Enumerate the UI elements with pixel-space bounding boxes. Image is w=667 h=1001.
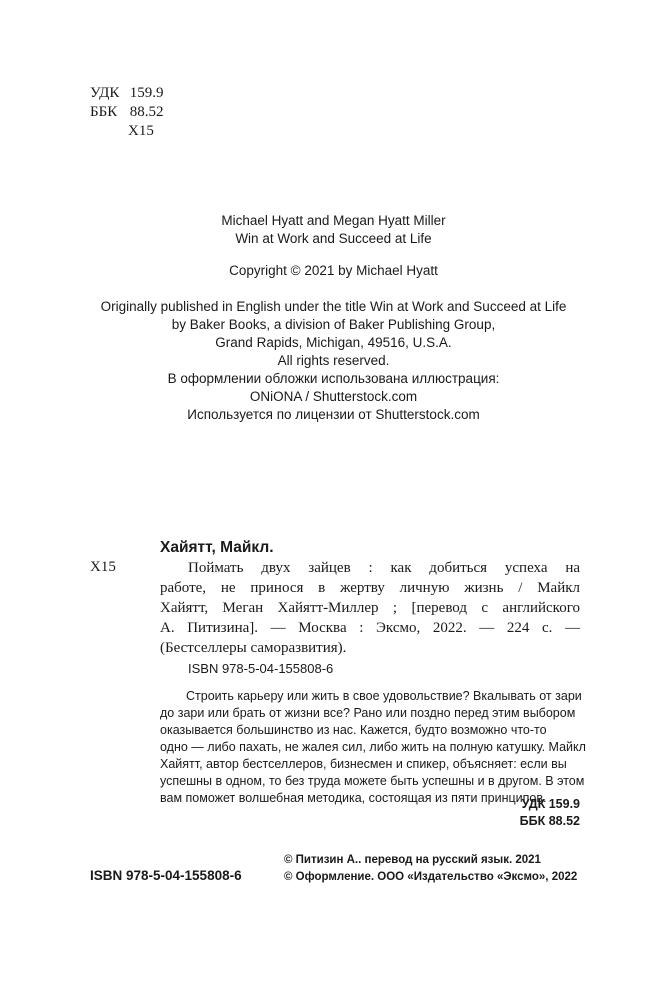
publishing-info-block [0, 298, 667, 370]
cover-credit-line: В оформлении обложки использована иллюстрация: [167, 371, 500, 386]
annotation [160, 688, 586, 807]
annotation-line: вам поможет волшебная методика, состоящая из пяти принципов. [160, 791, 547, 805]
original-copyright: Copyright © 2021 by Michael Hyatt [229, 263, 438, 278]
bbk-bottom: ББК 88.52 [519, 814, 580, 828]
bibliographic-line: Поймать двух зайцев : как добиться успеха на [188, 560, 580, 576]
cover-credit-line: ONiONA / Shutterstock.com [249, 389, 418, 404]
bbk-row [90, 103, 164, 122]
bibliographic-line: работе, не принося в жертву личную жизнь / Майкл [160, 580, 580, 596]
udk-label: УДК [90, 85, 120, 101]
annotation-line: до зари или брать от жизни все? Рано или поздно перед этим выбором [160, 706, 576, 720]
classification-block-bottom [400, 796, 580, 830]
footer-copyrights [284, 852, 577, 886]
bibliographic-line: (Бестселлеры саморазвития). [160, 640, 347, 656]
footer-isbn: ISBN 978-5-04-155808-6 [90, 868, 242, 883]
publishing-line: by Baker Books, a division of Baker Publishing Group, [171, 317, 496, 332]
cutter-code-top: Х15 [128, 123, 154, 139]
annotation-line: Хайятт, автор бестселлеров, бизнесмен и спикер, объясняет: если вы [160, 757, 567, 771]
original-title-block [0, 212, 667, 248]
bbk-label: ББК [90, 104, 118, 120]
classification-block-top [90, 84, 164, 141]
annotation-line: одно — либо пахать, не жалея сил, либо жить на полную катушку. Майкл [160, 740, 586, 754]
bibliographic-description [160, 558, 580, 658]
cover-credit-line: Используется по лицензии от Shutterstock.com [187, 407, 480, 422]
original-title: Win at Work and Succeed at Life [235, 231, 432, 246]
original-authors: Michael Hyatt and Megan Hyatt Miller [221, 213, 446, 228]
cover-credit-block [0, 370, 667, 424]
publishing-line: All rights reserved. [277, 353, 390, 368]
annotation-line: оказывается большинство из нас. Кажется, будто возможно что-то [160, 723, 547, 737]
annotation-line: успешны в одном, то без труда можете быть успешны и в другом. В этом [160, 774, 585, 788]
bibliographic-line: А. Питизина]. — Москва : Эксмо, 2022. — 224 с. — [160, 620, 580, 636]
catalog-cutter-code: Х15 [90, 559, 116, 575]
design-copyright: © Оформление. ООО «Издательство «Эксмо», 2022 [284, 871, 578, 883]
copyright-block [0, 262, 667, 280]
publishing-line: Originally published in English under the title Win at Work and Succeed at Life [100, 299, 567, 314]
publishing-line: Grand Rapids, Michigan, 49516, U.S.A. [215, 335, 452, 350]
udk-value: 159.9 [129, 85, 164, 101]
bbk-value: 88.52 [129, 104, 164, 120]
udk-bottom: УДК 159.9 [521, 797, 580, 811]
catalog-author: Хайятт, Майкл. [160, 539, 274, 556]
annotation-line: Строить карьеру или жить в свое удовольствие? Вкалывать от зари [186, 689, 582, 703]
catalog-isbn: ISBN 978-5-04-155808-6 [188, 661, 334, 676]
bibliographic-line: Хайятт, Меган Хайятт-Миллер ; [перевод с английского [160, 600, 580, 616]
udk-row [90, 84, 164, 103]
translation-copyright: © Питизин А.. перевод на русский язык. 2021 [284, 854, 541, 866]
